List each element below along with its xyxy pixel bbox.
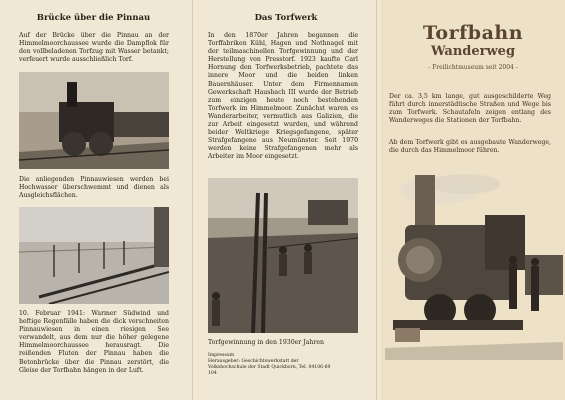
- text-peatworks: In den 1870er Jahren begannen die Torffabriken Kühl, Hagen und Nothnagel mit der teilmaschinellen Torfgewinnung und der Herstellung von Presstorf. 1923 kaufte Carl Hornung den Torfwerksbetrieb, pachtete das innere Moor und die beiden linken Bauernhäuser. Unter dem Firmennamen Gewerkschaft Hausbach III wurde der Betrieb zum einzigen heute noch bestehenden Torfwerk im Himmelmoor. Zunächst waren es Wanderarbeiter, vermutlich aus Galizien, die zur Arbeit eingesetzt wurden, und während beider Weltkriege Kriegsgefangene, später Strafgefangene aus Neumünster. Seit 1970 werden keine Strafgefangenen mehr als Arbeiter im Moor eingesetzt.: [208, 32, 358, 161]
- text-floodplain: Die anliegenden Pinnauwiesen werden bei Hochwasser überschwemmt und dienen als Ausgleichsflächen.: [19, 176, 169, 200]
- photo-locomotive-bridge: [19, 72, 169, 169]
- column-cover: [381, 0, 565, 400]
- text-bridge-intro: Auf der Brücke über die Pinnau an der Himmelmoorchaussee wurde die Dampflok für den vollbeladenen Torfzug mit Wasser betankt; verfeuert wurde ausschließlich Torf.: [19, 32, 169, 64]
- cover-subtitle: Wanderweg: [430, 44, 516, 59]
- imprint-label: Impressum: [208, 353, 235, 358]
- text-trail-description: Der ca. 3,5 km lange, gut ausgeschilderte Weg führt durch innerstädtische Straßen und Wege bis zum Torfwerk. Schautafeln zeigen entlang des Wanderweges die Stationen der Torfbahn.: [389, 93, 551, 125]
- heading-peatworks: Das Torfwerk: [254, 13, 318, 23]
- fold-line-left: [192, 0, 193, 400]
- text-trail-moor: Ab dem Torfwerk gibt es ausgebaute Wanderwege, die durch das Himmelmoor führen.: [389, 139, 551, 155]
- column-bridge: [0, 0, 187, 400]
- photo-caption: Torfgewinnung in den 1930er Jahren: [208, 339, 324, 346]
- photo-flooded-bridge: [19, 207, 169, 304]
- column-peatworks: [200, 0, 372, 400]
- photo-steam-locomotive: [385, 170, 563, 360]
- cover-tagline: - Freilichtmuseum seit 2004 -: [428, 64, 518, 71]
- imprint-text: Herausgeber: Geschichtswerkstatt der Volkshochschule der Stadt Quickborn, Tel. 04106-69 104: [208, 359, 331, 376]
- fold-line-right: [376, 0, 377, 400]
- heading-bridge: Brücke über die Pinnau: [36, 13, 151, 23]
- text-flood-1941: 10. Februar 1941: Warmer Südwind und heftige Regenfälle haben die dick verschneiten Pinnauwiesen in einen riesigen See verwandelt, aus dem nur die höher gelegene Himmelmoorchaussee herausragt. Die reißenden Fluten der Pinnau haben die Betonbrücke über die Pinnau zerstört, die Gleise der Torfbahn hängen in der Luft.: [19, 310, 169, 374]
- photo-peat-extraction: [208, 178, 358, 333]
- cover-title: Torfbahn: [422, 22, 524, 44]
